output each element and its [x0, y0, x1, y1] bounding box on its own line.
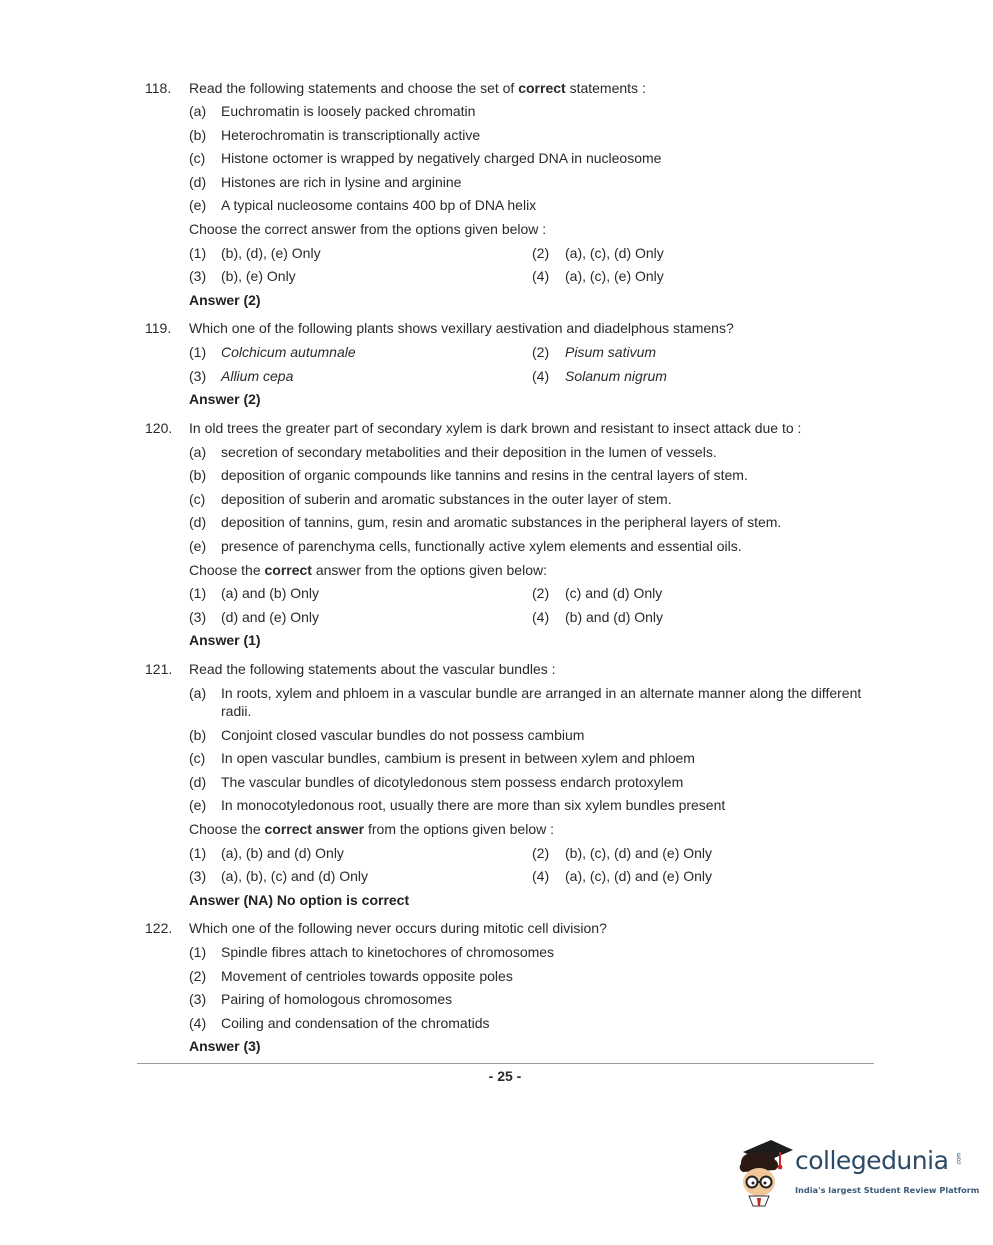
- statement-text: In monocotyledonous root, usually there are more than six xylem bundles present: [221, 797, 726, 813]
- logo-tagline: India's largest Student Review Platform: [795, 1185, 980, 1195]
- option-text: (a) and (b) Only: [221, 585, 320, 601]
- answer: Answer (NA) No option is correct: [189, 892, 410, 908]
- statement-label: (c): [189, 750, 206, 766]
- option-label: (3): [189, 868, 207, 884]
- option-label: (1): [189, 944, 207, 960]
- statement-label: (d): [189, 174, 207, 190]
- option-text: (b) and (d) Only: [565, 609, 664, 625]
- option-text: (a), (c), (e) Only: [565, 268, 664, 284]
- statement-label: (a): [189, 685, 207, 701]
- option-text: Pisum sativum: [565, 344, 657, 360]
- question-text: Read the following statements about the vascular bundles :: [189, 661, 556, 677]
- question-text: Which one of the following plants shows vexillary aestivation and diadelphous stamens?: [189, 320, 734, 336]
- option-label: (3): [189, 368, 207, 384]
- statement-label: (e): [189, 797, 207, 813]
- statement-text: The vascular bundles of dicotyledonous stem possess endarch protoxylem: [221, 774, 684, 790]
- statement-label: (d): [189, 774, 207, 790]
- answer: Answer (1): [189, 632, 261, 648]
- option-text: (a), (c), (d) Only: [565, 245, 664, 261]
- option-label: (4): [189, 1015, 207, 1031]
- option-label: (2): [189, 968, 207, 984]
- statement-label: (e): [189, 197, 207, 213]
- statement-text: deposition of tannins, gum, resin and aromatic substances in the peripheral layers of stem.: [221, 514, 782, 530]
- logo-domain: .com: [956, 1152, 963, 1166]
- option-label: (2): [532, 585, 550, 601]
- option-text: Colchicum autumnale: [221, 344, 356, 360]
- statement-label: (c): [189, 150, 206, 166]
- statement-text-continued: radii.: [221, 703, 252, 719]
- option-label: (2): [532, 245, 550, 261]
- statement-text: deposition of organic compounds like tannins and resins in the central layers of stem.: [221, 467, 748, 483]
- answer: Answer (2): [189, 292, 261, 308]
- statement-text: Heterochromatin is transcriptionally active: [221, 127, 481, 143]
- choose-instruction: Choose the correct answer from the options given below :: [189, 221, 547, 237]
- option-text: Spindle fibres attach to kinetochores of chromosomes: [221, 944, 555, 960]
- statement-text: Histone octomer is wrapped by negatively charged DNA in nucleosome: [221, 150, 662, 166]
- option-text: (c) and (d) Only: [565, 585, 663, 601]
- question-number: 119.: [145, 320, 172, 336]
- statement-label: (e): [189, 538, 207, 554]
- option-text: Pairing of homologous chromosomes: [221, 991, 453, 1007]
- option-text: (d) and (e) Only: [221, 609, 320, 625]
- answer: Answer (3): [189, 1038, 261, 1054]
- option-label: (3): [189, 991, 207, 1007]
- statement-text: presence of parenchyma cells, functionally active xylem elements and essential oils.: [221, 538, 742, 554]
- option-label: (2): [532, 344, 550, 360]
- option-label: (1): [189, 845, 207, 861]
- statement-label: (b): [189, 127, 207, 143]
- statement-text: Euchromatin is loosely packed chromatin: [221, 103, 476, 119]
- question-text: In old trees the greater part of secondary xylem is dark brown and resistant to insect attack due to :: [189, 420, 802, 436]
- option-label: (4): [532, 609, 550, 625]
- option-text: Allium cepa: [221, 368, 294, 384]
- answer: Answer (2): [189, 391, 261, 407]
- question-text: Which one of the following never occurs during mitotic cell division?: [189, 920, 607, 936]
- option-text: (b), (e) Only: [221, 268, 296, 284]
- question-number: 122.: [145, 920, 173, 936]
- statement-text: Histones are rich in lysine and arginine: [221, 174, 462, 190]
- statement-text: deposition of suberin and aromatic substances in the outer layer of stem.: [221, 491, 672, 507]
- option-label: (4): [532, 368, 550, 384]
- question-text: Read the following statements and choose the set of correct statements :: [189, 80, 646, 96]
- option-text: Coiling and condensation of the chromatids: [221, 1015, 490, 1031]
- footer-divider: [137, 1063, 874, 1064]
- option-label: (4): [532, 268, 550, 284]
- statement-text: A typical nucleosome contains 400 bp of DNA helix: [221, 197, 537, 213]
- question-number: 121.: [145, 661, 173, 677]
- statement-label: (a): [189, 444, 207, 460]
- option-text: (a), (b) and (d) Only: [221, 845, 344, 861]
- option-label: (3): [189, 268, 207, 284]
- collegedunia-logo: [735, 1138, 980, 1208]
- choose-instruction: Choose the correct answer from the options given below:: [189, 562, 547, 578]
- option-label: (1): [189, 585, 207, 601]
- statement-label: (a): [189, 103, 207, 119]
- question-number: 120.: [145, 420, 173, 436]
- option-text: (b), (d), (e) Only: [221, 245, 321, 261]
- option-text: Movement of centrioles towards opposite poles: [221, 968, 513, 984]
- choose-instruction: Choose the correct answer from the options given below :: [189, 821, 554, 837]
- option-text: Solanum nigrum: [565, 368, 667, 384]
- page-number: - 25 -: [488, 1068, 522, 1084]
- option-label: (3): [189, 609, 207, 625]
- statement-text: In open vascular bundles, cambium is present in between xylem and phloem: [221, 750, 695, 766]
- statement-label: (c): [189, 491, 206, 507]
- question-number: 118.: [145, 80, 172, 96]
- option-label: (2): [532, 845, 550, 861]
- statement-label: (b): [189, 467, 207, 483]
- option-text: (b), (c), (d) and (e) Only: [565, 845, 713, 861]
- option-label: (1): [189, 344, 207, 360]
- statement-text: In roots, xylem and phloem in a vascular bundle are arranged in an alternate manner along the different: [221, 685, 862, 701]
- statement-text: Conjoint closed vascular bundles do not possess cambium: [221, 727, 585, 743]
- option-text: (a), (b), (c) and (d) Only: [221, 868, 369, 884]
- statement-label: (d): [189, 514, 207, 530]
- student-mascot-icon: [735, 1138, 797, 1208]
- option-label: (4): [532, 868, 550, 884]
- statement-label: (b): [189, 727, 207, 743]
- statement-text: secretion of secondary metabolities and their deposition in the lumen of vessels.: [221, 444, 717, 460]
- logo-wordmark: collegedunia: [795, 1146, 949, 1175]
- option-label: (1): [189, 245, 207, 261]
- option-text: (a), (c), (d) and (e) Only: [565, 868, 713, 884]
